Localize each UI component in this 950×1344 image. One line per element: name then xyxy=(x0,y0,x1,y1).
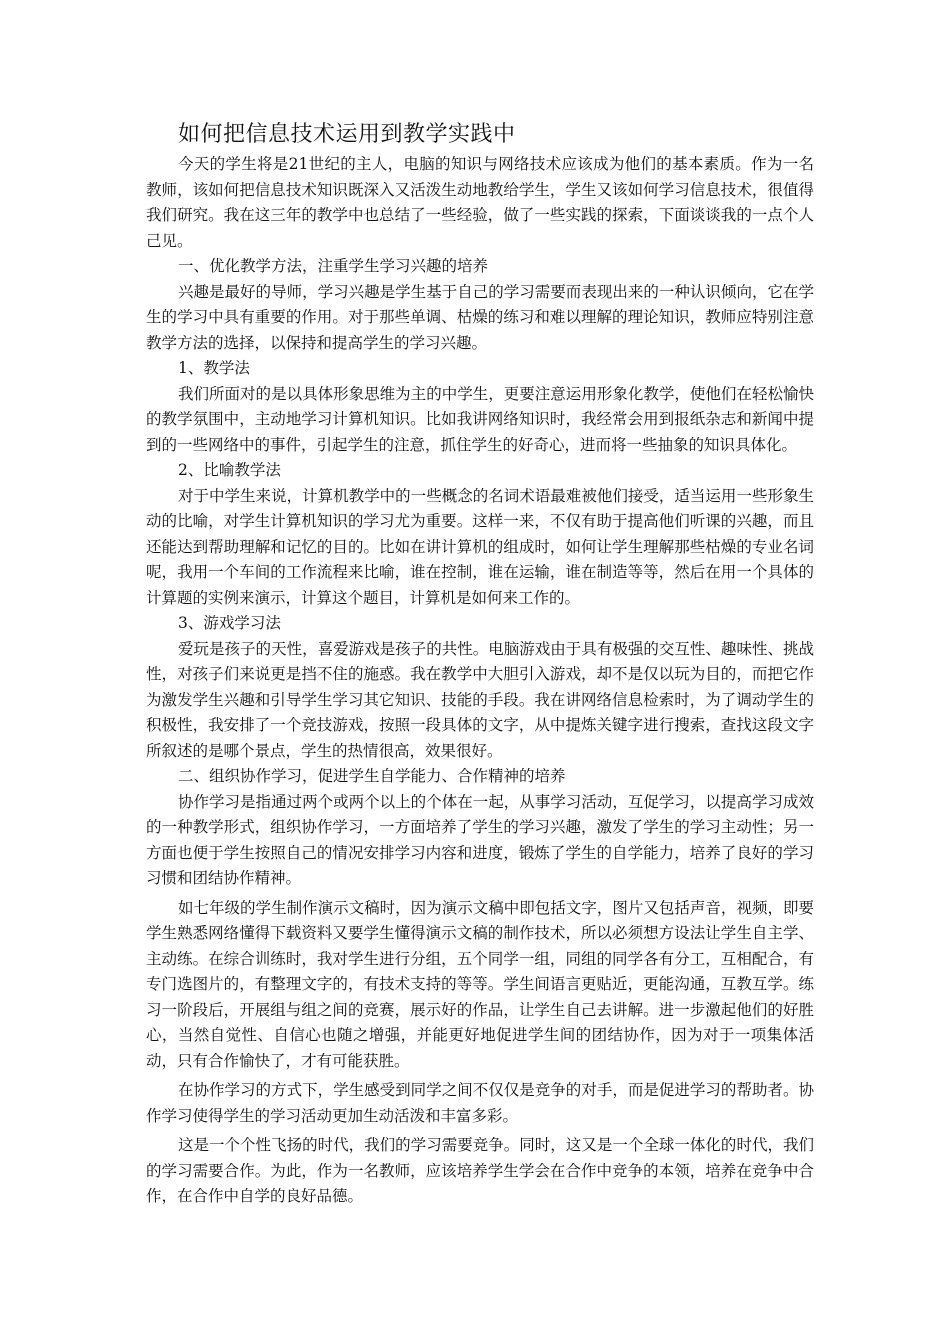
subsection-1-paragraph: 我们所面对的是以具体形象思维为主的中学生，更要注意运用形象化教学，使他们在轻松愉快的教学氛围中，主动地学习计算机知识。比如我讲网络知识时，我经常会用到报纸杂志和新闻中提到的一些网络中的事件，引起学生的注意，抓住学生的好奇心，进而将一些抽象的知识具体化。 xyxy=(146,384,814,454)
section-2-paragraph-4: 这是一个个性飞扬的时代，我们的学习需要竞争。同时，这又是一个全球一体化的时代，我们的学习需要合作。为此，作为一名教师，应该培养学生学会在合作中竞争的本领，培养在竞争中合作，在合作中自学的良好品德。 xyxy=(146,1136,814,1205)
document-page xyxy=(146,120,814,1210)
subsection-2-paragraph: 对于中学生来说，计算机教学中的一些概念的名词术语最难被他们接受，适当运用一些形象生动的比喻，对学生计算机知识的学习尤为重要。这样一来，不仅有助于提高他们听课的兴趣，而且还能达到帮助理解和记忆的目的。比如在讲计算机的组成时，如何让学生理解那些枯燥的专业名词呢，我用一个车间的工作流程来比喻，谁在控制，谁在运输，谁在制造等等，然后在用一个具体的计算题的实例来演示，计算这个题目，计算机是如何来工作的。 xyxy=(146,486,814,607)
section-1-heading: 一、优化教学方法，注重学生学习兴趣的培养 xyxy=(178,257,489,275)
section-2-paragraph-1: 协作学习是指通过两个或两个以上的个体在一起，从事学习活动，互促学习，以提高学习成效的一种教学形式，组织协作学习，一方面培养了学生的学习兴趣，激发了学生的学习主动性；另一方面也便于学生按照自己的情况安排学习内容和进度，锻炼了学生的自学能力，培养了良好的学习习惯和团结协作精神。 xyxy=(146,792,814,887)
document-title: 如何把信息技术运用到教学实践中 xyxy=(178,122,516,147)
subsection-3-heading: 3、游戏学习法 xyxy=(178,614,281,632)
subsection-1-heading: 1、教学法 xyxy=(178,359,250,377)
intro-paragraph: 今天的学生将是21世纪的主人，电脑的知识与网络技术应该成为他们的基本素质。作为一名教师，该如何把信息技术知识既深入又活泼生动地教给学生，学生又该如何学习信息技术，很值得我们研究。我在这三年的教学中也总结了一些经验，做了一些实践的探索，下面谈谈我的一点个人己见。 xyxy=(146,155,814,250)
subsection-2-heading: 2、比喻教学法 xyxy=(178,461,281,479)
section-1-intro-paragraph: 兴趣是最好的导师，学习兴趣是学生基于自己的学习需要而表现出来的一种认识倾向，它在学生的学习中具有重要的作用。对于那些单调、枯燥的练习和难以理解的理论知识，教师应特别注意教学方法的选择，以保持和提高学生的学习兴趣。 xyxy=(146,282,814,352)
subsection-3-paragraph: 爱玩是孩子的天性，喜爱游戏是孩子的共性。电脑游戏由于具有极强的交互性、趣味性、挑战性，对孩子们来说更是挡不住的施惑。我在教学中大胆引入游戏，却不是仅以玩为目的，而把它作为激发学生兴趣和引导学生学习其它知识、技能的手段。我在讲网络信息检索时，为了调动学生的积极性，我安排了一个竞技游戏，按照一段具体的文字，从中提炼关键字进行搜索，查找这段文字所叙述的是哪个景点，学生的热情很高，效果很好。 xyxy=(146,639,814,760)
section-2-paragraph-3: 在协作学习的方式下，学生感受到同学之间不仅仅是竞争的对手，而是促进学习的帮助者。协作学习使得学生的学习活动更加生动活泼和丰富多彩。 xyxy=(146,1081,814,1125)
section-2-heading: 二、组织协作学习，促进学生自学能力、合作精神的培养 xyxy=(178,767,566,785)
section-2-paragraph-2: 如七年级的学生制作演示文稿时，因为演示文稿中即包括文字，图片又包括声音，视频，即要学生熟悉网络懂得下载资料又要学生懂得演示文稿的制作技术，所以必须想方设法让学生自主学、主动练。在综合训练时，我对学生进行分组，五个同学一组，同组的同学各有分工，互相配合，有专门选图片的，有整理文字的，有技术支持的等等。学生间语言更贴近，更能沟通，互教互学。练习一阶段后，开展组与组之间的竞赛，展示好的作品，让学生自己去讲解。进一步激起他们的好胜心，当然自觉性、自信心也随之增强，并能更好地促进学生间的团结协作，因为对于一项集体活动，只有合作愉快了，才有可能获胜。 xyxy=(146,898,814,1070)
